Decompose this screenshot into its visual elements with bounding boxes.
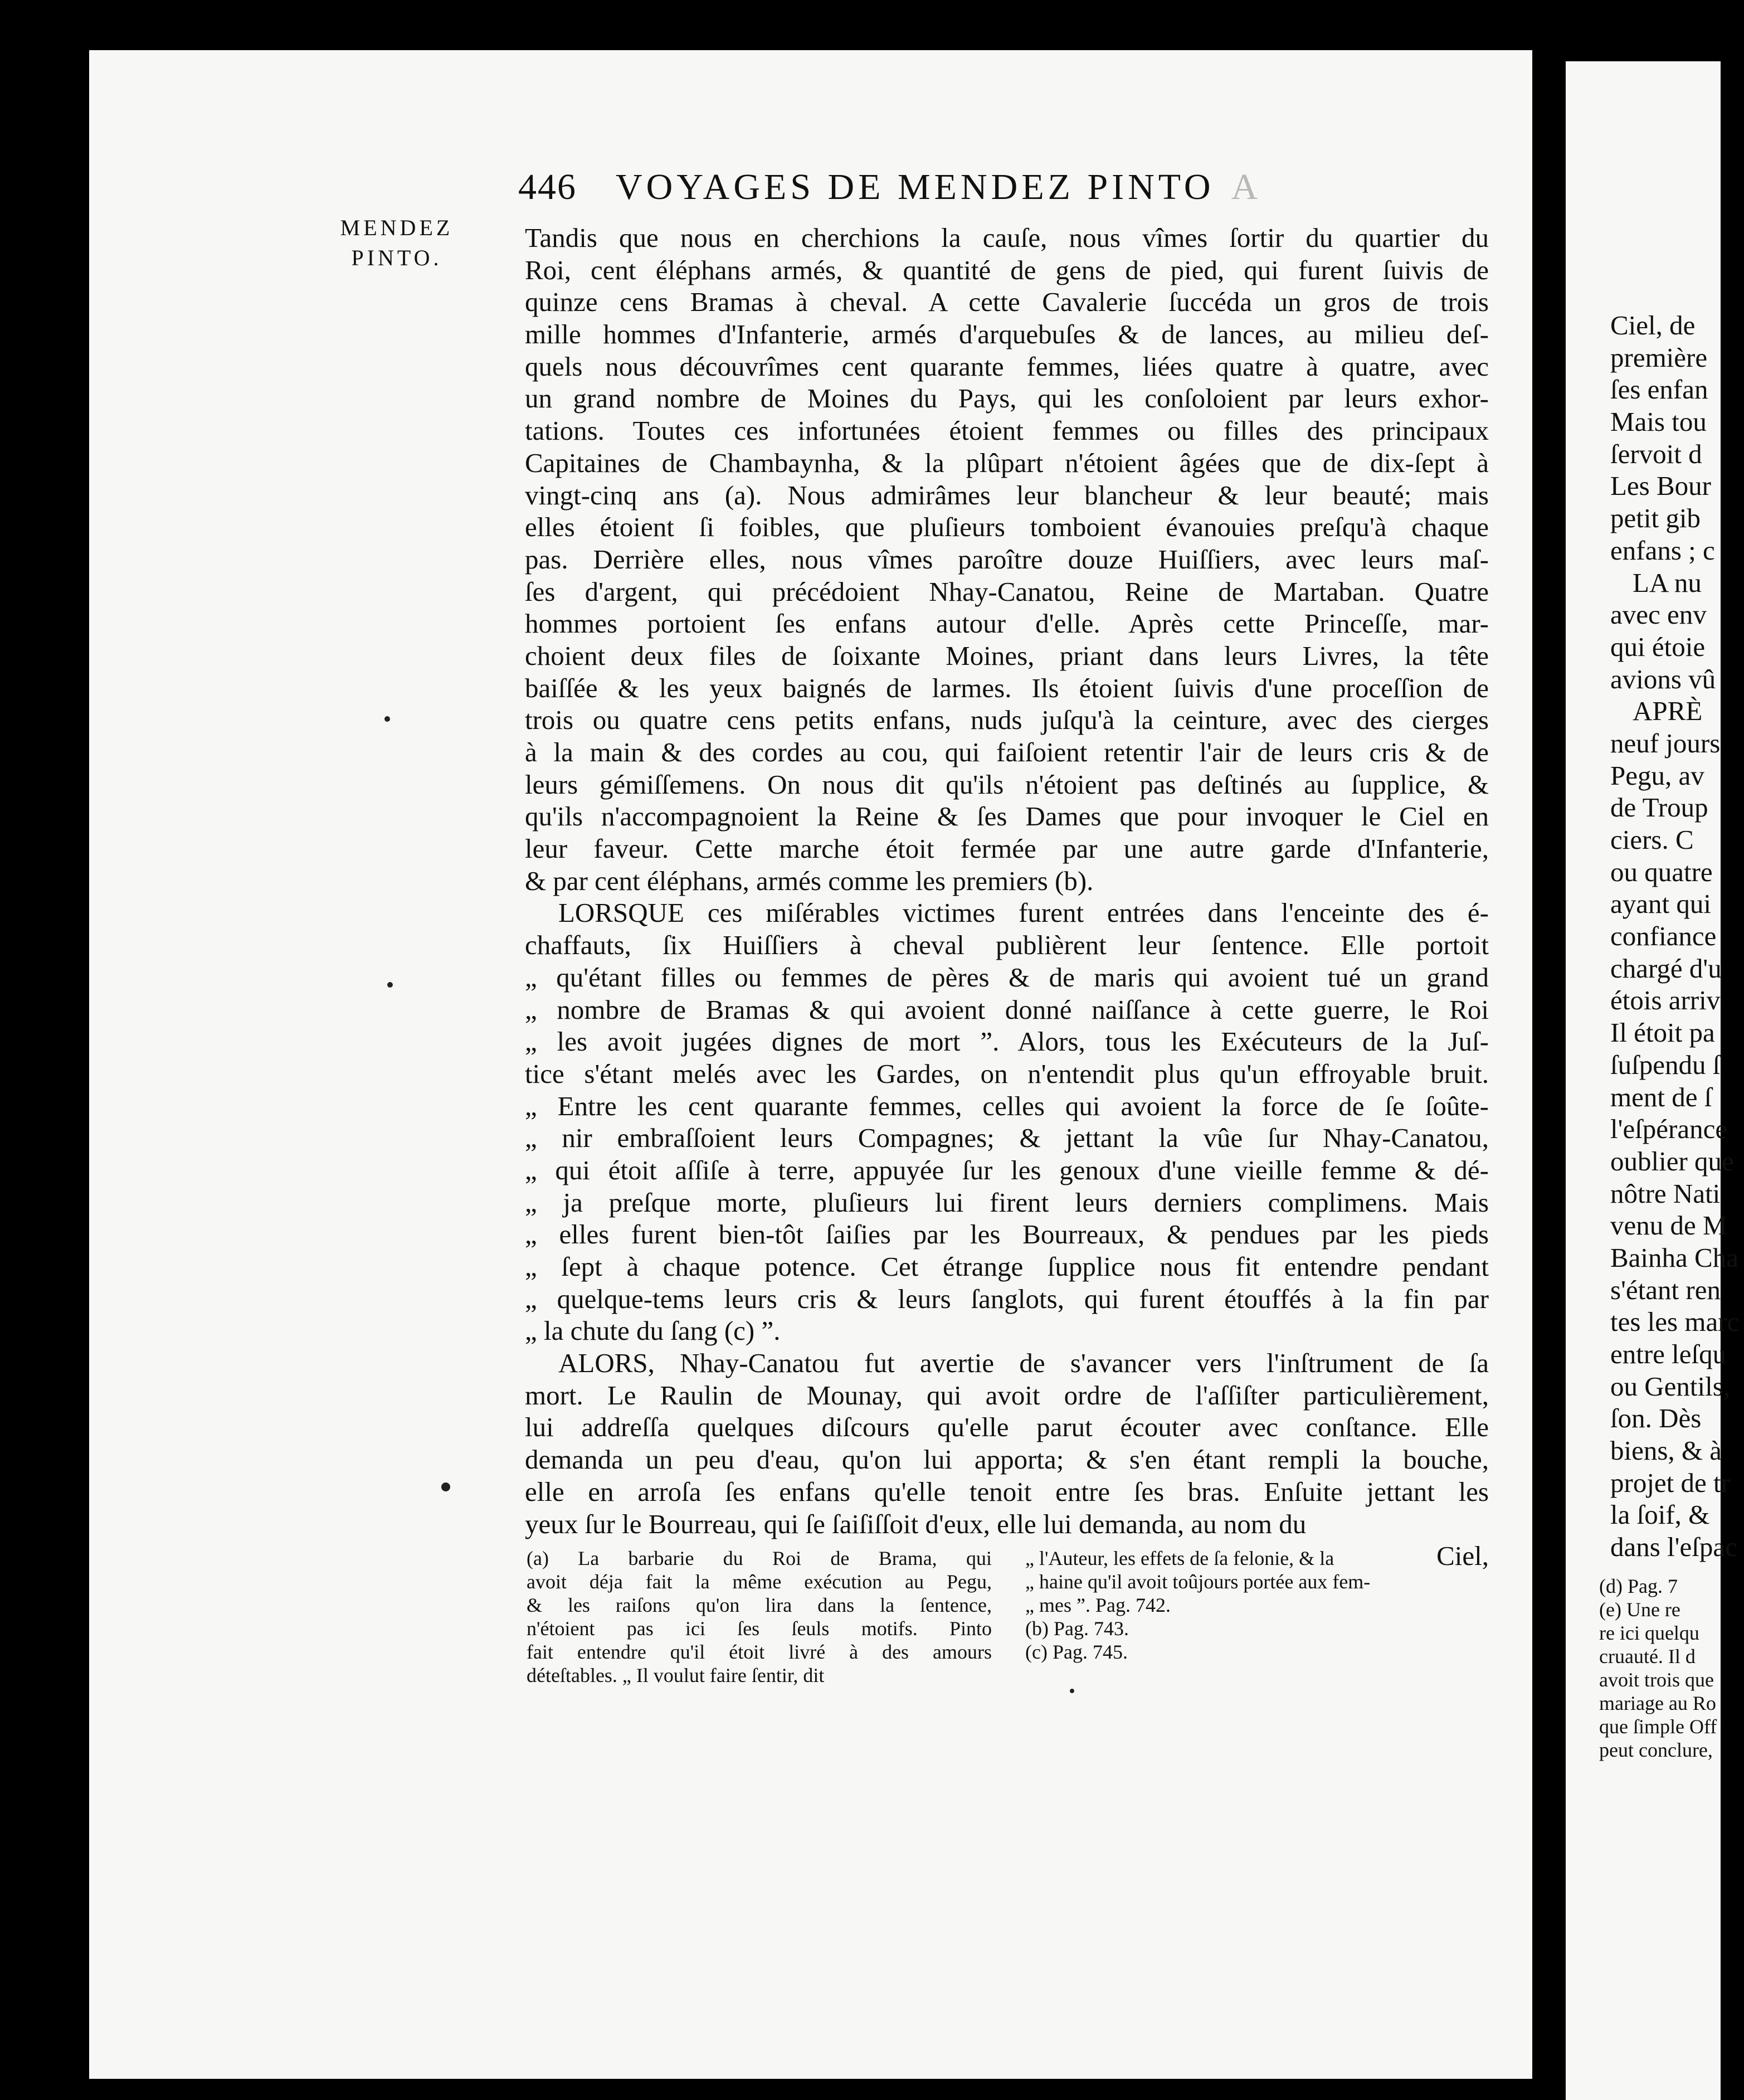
page-number: 446 (518, 167, 577, 207)
text-line: Tandis que nous en cherchions la cauſe, nous vîmes ſortir du quartier du (525, 222, 1489, 253)
right-page-line: biens, & à (1610, 1435, 1722, 1466)
right-page-line: entre leſqu (1610, 1339, 1727, 1369)
text-line: „ qu'étant filles ou femmes de pères & de maris qui avoient tué un grand (525, 961, 1489, 993)
footnote-line: fait entendre qu'il étoit livré à des amours (527, 1641, 992, 1663)
right-page-line: oublier que (1610, 1145, 1734, 1177)
text-line: „ les avoit jugées dignes de mort ”. Alors, tous les Exécuteurs de la Juſ- (525, 1026, 1489, 1057)
text-line: trois ou quatre cens petits enfans, nuds juſqu'à la ceinture, avec des cierges (525, 704, 1489, 736)
text-line: pas. Derrière elles, nous vîmes paroître douze Huiſſiers, avec leurs maſ- (525, 543, 1489, 575)
text-line: LORSQUE ces miſérables victimes furent entrées dans l'enceinte des é- (558, 897, 1489, 929)
text-line: tations. Toutes ces infortunées étoient femmes ou filles des principaux (525, 415, 1489, 446)
right-page-line: ou Gentils, (1610, 1370, 1731, 1402)
margin-note (291, 213, 503, 273)
text-line: Capitaines de Chambaynha, & la plûpart n'étoient âgées que de dix-ſept à (525, 447, 1489, 478)
text-line: „ ſept à chaque potence. Cet étrange ſupplice nous fit entendre pendant (525, 1251, 1489, 1282)
text-line: leurs gémiſſemens. On nous dit qu'ils n'étoient pas deſtinés au ſupplice, & (525, 769, 1489, 800)
right-page-line: tes les marc (1610, 1306, 1740, 1338)
text-line: un grand nombre de Moines du Pays, qui les conſoloient par leurs exhor- (525, 383, 1489, 414)
right-page-line: LA nu (1633, 567, 1702, 598)
right-page-line: ciers. C (1610, 824, 1694, 855)
right-page-line: nôtre Nati (1610, 1178, 1721, 1209)
text-line: „ quelque-tems leurs cris & leurs ſanglots, qui furent étouffés à la fin par (525, 1283, 1489, 1314)
text-line: „ Entre les cent quarante femmes, celles qui avoient la force de ſe ſoûte- (525, 1090, 1489, 1121)
text-line: & par cent éléphans, armés comme les premiers (b). (525, 865, 1094, 896)
book-title: VOYAGES DE MENDEZ PINTO (616, 167, 1215, 207)
right-page-line: projet de tr (1610, 1467, 1730, 1498)
text-line: yeux ſur le Bourreau, qui ſe ſaiſiſſoit d'eux, elle lui demanda, au nom du (525, 1508, 1307, 1539)
footnote-line: „ mes ”. Pag. 742. (1025, 1594, 1171, 1616)
footnote-line: n'étoient pas ici ſes ſeuls motifs. Pinto (527, 1617, 992, 1640)
right-page-footnote-line: peut conclure, (1599, 1739, 1713, 1761)
right-page-footnote-line: (e) Une re (1599, 1598, 1680, 1621)
text-line: „ la chute du ſang (c) ”. (525, 1315, 781, 1346)
right-page-line: chargé d'u (1610, 952, 1722, 984)
right-page-line: qui étoie (1610, 631, 1706, 662)
text-line: elles étoient ſi foibles, que pluſieurs tomboient évanouies preſqu'à chaque (525, 512, 1489, 543)
right-page-line: de Troup (1610, 792, 1708, 823)
text-line: elle en arroſa ſes enfans qu'elle tenoit entre ſes bras. Enſuite jettant les (525, 1476, 1489, 1507)
right-page-line: Pegu, av (1610, 760, 1704, 791)
right-page-line: ſon. Dès (1610, 1403, 1702, 1434)
right-page-line: Bainha Cha (1610, 1242, 1738, 1273)
text-line: „ nombre de Bramas & qui avoient donné naiſſance à cette guerre, le Roi (525, 994, 1489, 1025)
footnote-line: (c) Pag. 745. (1025, 1641, 1128, 1663)
right-page-footnote-line: mariage au Ro (1599, 1692, 1716, 1714)
right-page-line: ayant qui (1610, 888, 1711, 920)
right-page-line: APRÈ (1633, 696, 1703, 727)
right-page-line: petit gib (1610, 503, 1701, 534)
text-line: vingt-cinq ans (a). Nous admirâmes leur blancheur & leur beauté; mais (525, 479, 1489, 511)
right-page-text (1610, 309, 1744, 1563)
margin-note-line: MENDEZ (340, 215, 454, 240)
right-page-line: enfans ; c (1610, 534, 1715, 566)
ink-speck (387, 982, 393, 988)
text-line: qu'ils n'accompagnoient la Reine & ſes Dames que pour invoquer le Ciel en (525, 801, 1489, 832)
text-line: choient deux files de ſoixante Moines, priant dans leurs Livres, la tête (525, 640, 1489, 671)
body-text (525, 222, 1489, 1572)
text-line: Ciel, (1436, 1540, 1489, 1572)
text-line: tice s'étant melés avec les Gardes, on n'entendit plus qu'un effroyable bruit. (525, 1058, 1489, 1089)
text-line: „ nir embraſſoient leurs Compagnes; & jettant la vûe ſur Nhay-Canatou, (525, 1122, 1489, 1154)
footnote-line: déteſtables. „ Il voulut faire ſentir, dit (527, 1664, 825, 1686)
text-line: lui addreſſa quelques diſcours qu'elle parut écouter avec conſtance. Elle (525, 1412, 1489, 1443)
right-page-line: ſuſpendu ſ (1610, 1049, 1721, 1080)
right-page-line: l'eſpérance (1610, 1114, 1728, 1145)
text-line: leur faveur. Cette marche étoit fermée par une autre garde d'Infanterie, (525, 833, 1489, 864)
footnotes-left-column (527, 1547, 992, 1687)
right-page-line: étois arriv (1610, 985, 1721, 1016)
footnote-line: (b) Pag. 743. (1025, 1617, 1129, 1640)
text-line: mille hommes d'Infanterie, armés d'arquebuſes & de lances, au milieu deſ- (525, 319, 1489, 350)
footnote-line: avoit déja fait la même exécution au Pegu, (527, 1571, 992, 1593)
text-line: quels nous découvrîmes cent quarante femmes, liées quatre à quatre, avec (525, 351, 1489, 382)
right-page-footnotes (1599, 1574, 1733, 1762)
text-line: „ qui étoit aſſiſe à terre, appuyée ſur les genoux d'une vieille femme & dé- (525, 1154, 1489, 1185)
right-page-line: neuf jours (1610, 727, 1721, 759)
right-page-line: avions vû (1610, 663, 1716, 694)
right-page-footnote-line: (d) Pag. 7 (1599, 1575, 1678, 1597)
right-page-line: confiance (1610, 921, 1717, 952)
text-line: „ ja preſque morte, pluſieurs lui firent leurs derniers complimens. Mais (525, 1187, 1489, 1218)
right-page-line: Ciel, de (1610, 310, 1696, 341)
right-page-line: dans l'eſpac (1610, 1532, 1737, 1563)
text-line: ſes d'argent, qui précédoient Nhay-Canatou, Reine de Martaban. Quatre (525, 576, 1489, 607)
text-line: demanda un peu d'eau, qu'on lui apporta; & s'en étant rempli la bouche, (525, 1444, 1489, 1475)
right-page-line: la ſoif, & (1610, 1499, 1710, 1530)
ink-speck (384, 716, 390, 722)
right-page-footnote-line: re ici quelqu (1599, 1622, 1699, 1644)
right-page-line: ment de ſ (1610, 1081, 1712, 1112)
right-page-line: Les Bour (1610, 470, 1711, 502)
right-page-footnote-line: avoit trois que (1599, 1669, 1714, 1691)
footnote-line: „ haine qu'il avoit toûjours portée aux fem- (1025, 1571, 1371, 1593)
margin-note-line: PINTO. (351, 245, 442, 270)
right-page-line: ſes enfan (1610, 374, 1708, 405)
right-page-line: venu de M (1610, 1210, 1727, 1241)
right-page-line: ſervoit d (1610, 438, 1702, 469)
footnote-line: (a) La barbarie du Roi de Brama, qui (527, 1547, 992, 1569)
right-page-footnote-line: que ſimple Off (1599, 1715, 1717, 1738)
text-line: „ elles furent bien-tôt ſaiſies par les Bourreaux, & pendues par les pieds (525, 1219, 1489, 1250)
right-page-line: Mais tou (1610, 406, 1707, 438)
footnote-line: „ l'Auteur, les effets de ſa felonie, & la (1025, 1547, 1334, 1569)
footnotes-right-column (1025, 1547, 1490, 1664)
ink-speck (1070, 1689, 1074, 1693)
right-page-line: première (1610, 342, 1708, 373)
text-line: Roi, cent éléphans armés, & quantité de gens de pied, qui furent ſuivis de (525, 254, 1489, 285)
right-page-line: avec env (1610, 599, 1707, 630)
right-page-fragment (1566, 61, 1740, 2100)
text-line: quinze cens Bramas à cheval. A cette Cavalerie ſuccéda un gros de trois (525, 286, 1489, 318)
text-line: à la main & des cordes au cou, qui faiſoient retentir l'air de leurs cris & de (525, 737, 1489, 767)
right-page-line: s'étant ren (1610, 1274, 1721, 1305)
footnote-line: & les raiſons qu'on lira dans la ſentence, (527, 1594, 992, 1616)
right-page-footnote-line: cruauté. Il d (1599, 1645, 1696, 1668)
right-page-line: Il étoit pa (1610, 1017, 1715, 1048)
text-line: hommes portoient ſes enfans autour d'elle. Après cette Princeſſe, mar- (525, 608, 1489, 639)
ink-speck (441, 1482, 450, 1491)
text-line: baiſſée & les yeux baignés de larmes. Ils étoient ſuivis d'une proceſſion de (525, 672, 1489, 703)
text-line: mort. Le Raulin de Mounay, qui avoit ordre de l'aſſiſter particulièrement, (525, 1379, 1489, 1411)
running-header (518, 166, 1387, 208)
text-line: ALORS, Nhay-Canatou fut avertie de s'avancer vers l'inſtrument de ſa (558, 1348, 1489, 1379)
bleed-through-letter: A (1231, 167, 1262, 207)
right-page-line: ou quatre (1610, 856, 1713, 887)
text-line: chaffauts, ſix Huiſſiers à cheval publièrent leur ſentence. Elle portoit (525, 930, 1489, 961)
